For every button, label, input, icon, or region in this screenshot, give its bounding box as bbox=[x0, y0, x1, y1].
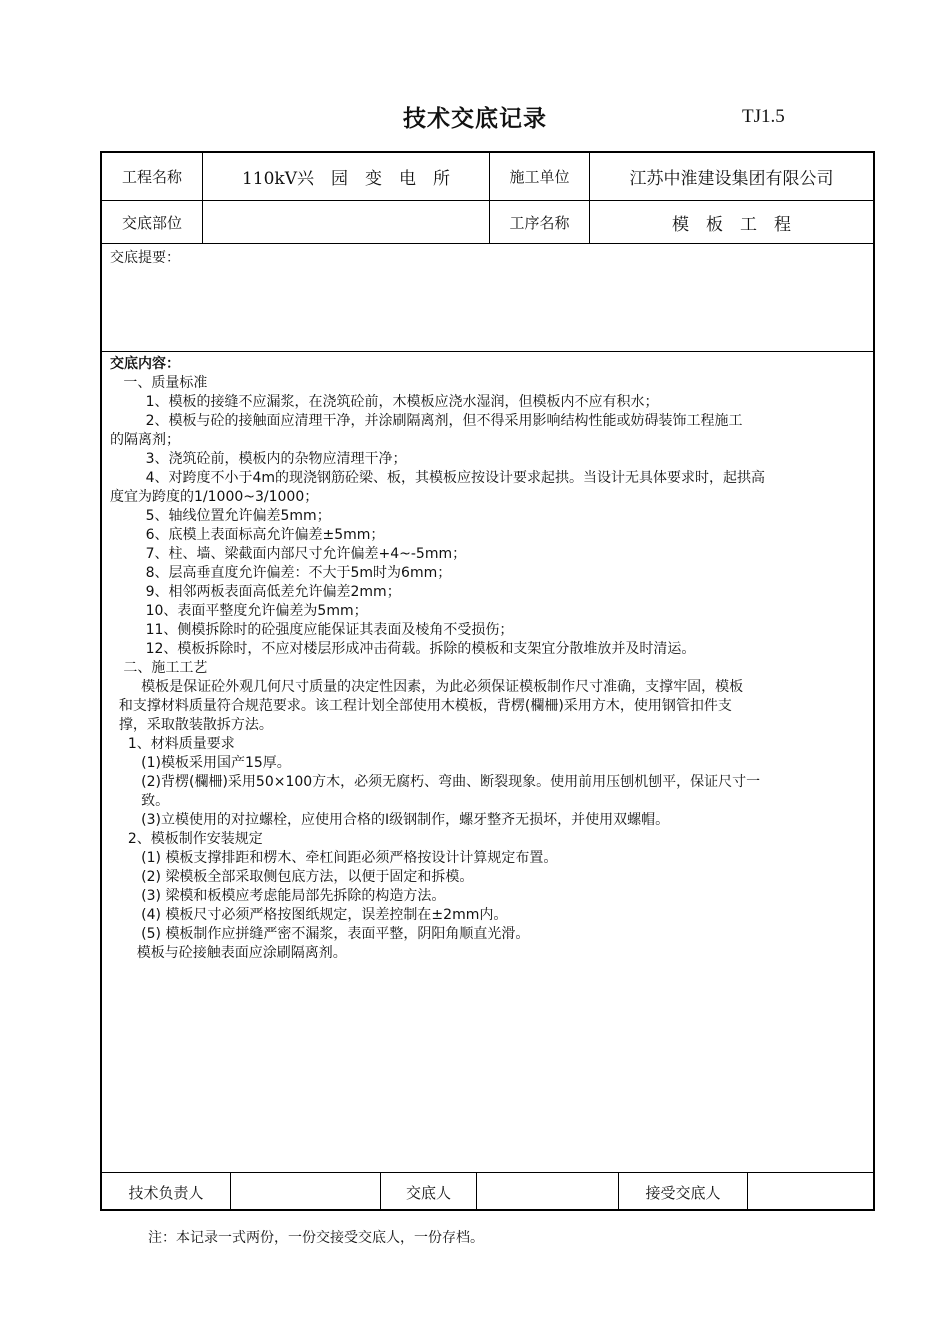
content-line: (4) 模板尺寸必须严格按图纸规定，误差控制在±2mm内。 bbox=[110, 907, 508, 923]
content-line: (2)背楞(欄柵)采用50×100方木，必须无腐朽、弯曲、断裂现象。使用前用压刨机刨平，保证尺寸一 bbox=[110, 774, 761, 790]
document-title: 技术交底记录 bbox=[403, 106, 547, 132]
presenter-value bbox=[477, 1173, 618, 1211]
content-line: 2、模板与砼的接触面应清理干净，并涂刷隔离剂，但不得采用影响结构性能或妨碍装饰工程施工 bbox=[110, 413, 743, 429]
summary-label: 交底提要： bbox=[110, 250, 180, 266]
construction-unit-label: 施工单位 bbox=[509, 168, 570, 186]
content-line: 一、质量标准 bbox=[110, 375, 208, 391]
project-name-label: 工程名称 bbox=[121, 168, 182, 186]
content-line: 6、底模上表面标高允许偏差±5mm； bbox=[110, 527, 385, 543]
content-line: 10、表面平整度允许偏差为5mm； bbox=[110, 603, 368, 619]
content-line: (2) 梁模板全部采取侧包底方法，以便于固定和拆模。 bbox=[110, 869, 474, 885]
content-line: 5、轴线位置允许偏差5mm； bbox=[110, 508, 331, 524]
content-line: 模板是保证砼外观几何尺寸质量的决定性因素，为此必须保证模板制作尺寸准确，支撑牢固，模板 bbox=[110, 679, 744, 695]
content-line: 7、柱、墙、梁截面内部尺寸允许偏差+4~-5mm； bbox=[110, 546, 467, 562]
content-line: (1)模板采用国产15厚。 bbox=[110, 755, 291, 771]
content-line: 撑，采取散装散拆方法。 bbox=[110, 717, 273, 733]
record-table bbox=[100, 151, 875, 1211]
content-line: 2、模板制作安装规定 bbox=[110, 831, 263, 847]
content-line: 12、模板拆除时，不应对楼层形成冲击荷载。拆除的模板和支架宜分散堆放并及时清运。 bbox=[110, 641, 696, 657]
content-line: 3、浇筑砼前，模板内的杂物应清理干净； bbox=[110, 451, 407, 467]
content-line: (3) 梁模和板模应考虑能局部先拆除的构造方法。 bbox=[110, 888, 446, 904]
content-line: 度宜为跨度的1/1000~3/1000； bbox=[110, 489, 319, 505]
process-name-value: 模 板 工 程 bbox=[672, 214, 791, 235]
content-line: 的隔离剂； bbox=[110, 432, 180, 448]
handover-part-value bbox=[203, 201, 489, 243]
footnote: 注：本记录一式两份，一份交接受交底人，一份存档。 bbox=[148, 1230, 484, 1246]
row-divider bbox=[102, 243, 873, 244]
receiver-value bbox=[748, 1173, 873, 1211]
row-divider bbox=[102, 351, 873, 352]
content-line: (1) 模板支撑排距和楞木、牵杠间距必须严格按设计计算规定布置。 bbox=[110, 850, 558, 866]
tech-lead-value bbox=[231, 1173, 380, 1211]
content-line: 11、侧模拆除时的砼强度应能保证其表面及棱角不受损伤； bbox=[110, 622, 514, 638]
content-line: (3)立模使用的对拉螺栓，应使用合格的Ⅰ级钢制作，螺牙整齐无损坏，并使用双螺帽。 bbox=[110, 812, 670, 828]
content-line: 模板与砼接触表面应涂刷隔离剂。 bbox=[110, 945, 347, 961]
handover-content bbox=[110, 355, 870, 963]
content-line: 致。 bbox=[110, 793, 170, 809]
content-heading: 交底内容： bbox=[110, 356, 180, 372]
construction-unit-value: 江苏中淮建设集团有限公司 bbox=[629, 169, 834, 189]
content-line: 9、相邻两板表面高低差允许偏差2mm； bbox=[110, 584, 401, 600]
content-line: 1、材料质量要求 bbox=[110, 736, 235, 752]
content-line: 4、对跨度不小于4m的现浇钢筋砼梁、板，其模板应按设计要求起拱。当设计无具体要求时，起拱高 bbox=[110, 470, 766, 486]
content-line: 二、施工工艺 bbox=[110, 660, 208, 676]
content-line: (5) 模板制作应拼缝严密不漏浆，表面平整，阴阳角顺直光滑。 bbox=[110, 926, 530, 942]
process-name-label: 工序名称 bbox=[509, 213, 570, 232]
content-line: 和支撑材料质量符合规范要求。该工程计划全部使用木模板，背楞(欄柵)采用方木，使用钢管扣件支 bbox=[110, 698, 732, 714]
form-code: TJ1.5 bbox=[742, 106, 785, 127]
receiver-label: 接受交底人 bbox=[645, 1183, 721, 1202]
content-line: 8、层高垂直度允许偏差：不大于5m时为6mm； bbox=[110, 565, 452, 581]
project-name-value: 110kV兴 园 变 电 所 bbox=[241, 169, 451, 189]
tech-lead-label: 技术负责人 bbox=[128, 1183, 204, 1202]
content-line: 1、模板的接缝不应漏浆，在浇筑砼前，木模板应浇水湿润，但模板内不应有积水； bbox=[110, 394, 659, 410]
handover-part-label: 交底部位 bbox=[121, 213, 182, 232]
presenter-label: 交底人 bbox=[405, 1183, 451, 1202]
